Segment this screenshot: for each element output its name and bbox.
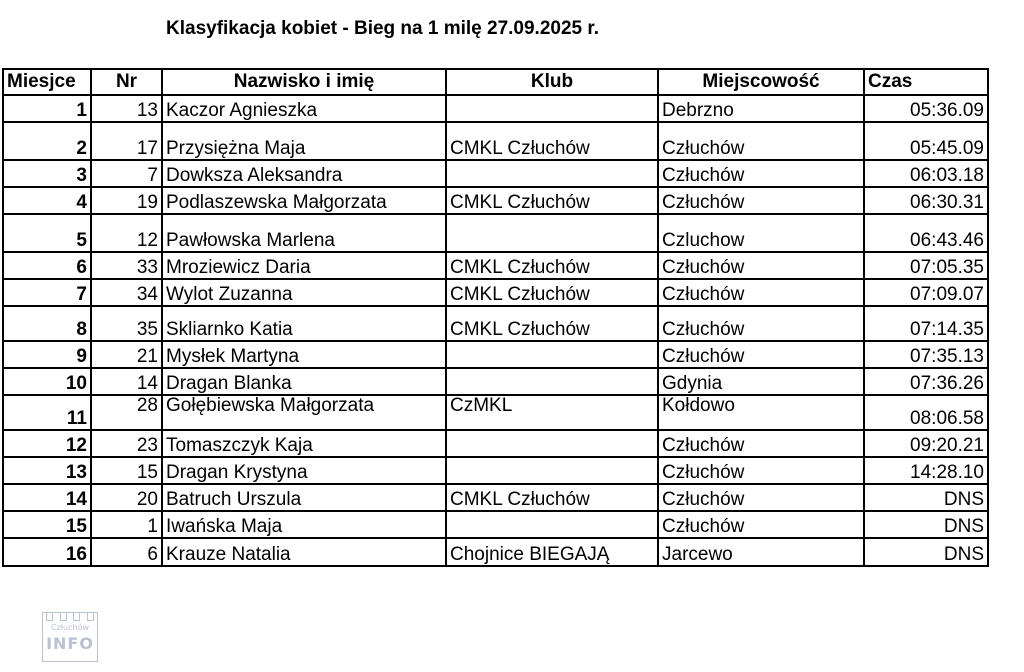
cell-city: Człuchów [658, 341, 864, 368]
cell-club: CzMKL [446, 395, 658, 430]
column-header-nr: Nr [91, 69, 162, 95]
cell-place: 13 [3, 457, 91, 484]
table-row [3, 95, 988, 122]
cell-place: 9 [3, 341, 91, 368]
cell-club: CMKL Człuchów [446, 122, 658, 160]
results-table [2, 68, 989, 567]
cell-time: 07:36.26 [864, 368, 988, 395]
cell-city: Człuchów [658, 511, 864, 538]
logo-crenellation [43, 613, 97, 622]
cell-place: 4 [3, 187, 91, 214]
table-row [3, 511, 988, 538]
cell-name: Iwańska Maja [162, 511, 446, 538]
table-row [3, 252, 988, 279]
cell-city: Człuchów [658, 187, 864, 214]
table-row [3, 368, 988, 395]
cell-time: DNS [864, 511, 988, 538]
cell-nr: 7 [91, 160, 162, 187]
cell-city: Człuchów [658, 279, 864, 306]
cell-place: 15 [3, 511, 91, 538]
cell-place: 11 [3, 395, 91, 430]
cell-city: Człuchów [658, 430, 864, 457]
table-row [3, 484, 988, 511]
table-header-row [3, 69, 988, 95]
cell-place: 8 [3, 306, 91, 341]
cell-place: 3 [3, 160, 91, 187]
column-header-time: Czas [864, 69, 988, 95]
cell-club [446, 368, 658, 395]
cell-name: Podlaszewska Małgorzata [162, 187, 446, 214]
cell-city: Człuchów [658, 160, 864, 187]
cell-city: Człuchów [658, 457, 864, 484]
cell-club [446, 430, 658, 457]
cell-time: 14:28.10 [864, 457, 988, 484]
cell-nr: 15 [91, 457, 162, 484]
cell-time: 07:05.35 [864, 252, 988, 279]
cell-time: 06:43.46 [864, 214, 988, 252]
cell-club [446, 457, 658, 484]
table-row [3, 430, 988, 457]
cell-nr: 14 [91, 368, 162, 395]
cell-place: 14 [3, 484, 91, 511]
cell-time: DNS [864, 484, 988, 511]
table-row [3, 457, 988, 484]
cell-name: Dragan Krystyna [162, 457, 446, 484]
cell-time: 06:30.31 [864, 187, 988, 214]
cell-club: CMKL Człuchów [446, 279, 658, 306]
cell-nr: 12 [91, 214, 162, 252]
cell-name: Batruch Urszula [162, 484, 446, 511]
cell-nr: 17 [91, 122, 162, 160]
cell-name: Pawłowska Marlena [162, 214, 446, 252]
cell-name: Dowksza Aleksandra [162, 160, 446, 187]
cell-name: Gołębiewska Małgorzata [162, 395, 446, 430]
cell-nr: 19 [91, 187, 162, 214]
cell-name: Tomaszczyk Kaja [162, 430, 446, 457]
cell-city: Człuchów [658, 252, 864, 279]
cell-place: 6 [3, 252, 91, 279]
logo-top-text: Człuchów [50, 623, 90, 632]
cell-name: Krauze Natalia [162, 538, 446, 566]
cell-place: 10 [3, 368, 91, 395]
cell-place: 12 [3, 430, 91, 457]
cell-nr: 21 [91, 341, 162, 368]
cell-club [446, 214, 658, 252]
cell-name: Mroziewicz Daria [162, 252, 446, 279]
cell-club: CMKL Człuchów [446, 187, 658, 214]
cell-nr: 33 [91, 252, 162, 279]
table-row [3, 214, 988, 252]
cell-club [446, 160, 658, 187]
cell-city: Debrzno [658, 95, 864, 122]
cell-time: 09:20.21 [864, 430, 988, 457]
cell-nr: 34 [91, 279, 162, 306]
cell-time: 07:35.13 [864, 341, 988, 368]
cell-city: Człuchów [658, 484, 864, 511]
cell-name: Mysłek Martyna [162, 341, 446, 368]
cell-city: Kołdowo [658, 395, 864, 430]
cell-nr: 1 [91, 511, 162, 538]
czluchow-info-logo [42, 612, 98, 662]
cell-nr: 13 [91, 95, 162, 122]
cell-place: 5 [3, 214, 91, 252]
cell-place: 16 [3, 538, 91, 566]
cell-nr: 35 [91, 306, 162, 341]
cell-club: Chojnice BIEGAJĄ [446, 538, 658, 566]
column-header-name: Nazwisko i imię [162, 69, 446, 95]
cell-name: Dragan Blanka [162, 368, 446, 395]
cell-place: 7 [3, 279, 91, 306]
cell-club: CMKL Człuchów [446, 306, 658, 341]
cell-name: Przysiężna Maja [162, 122, 446, 160]
column-header-city: Miejscowość [658, 69, 864, 95]
cell-name: Skliarnko Katia [162, 306, 446, 341]
cell-city: Człuchów [658, 306, 864, 341]
cell-city: Czluchow [658, 214, 864, 252]
cell-club: CMKL Człuchów [446, 484, 658, 511]
cell-time: 05:45.09 [864, 122, 988, 160]
cell-name: Kaczor Agnieszka [162, 95, 446, 122]
table-row [3, 187, 988, 214]
cell-club [446, 95, 658, 122]
table-row [3, 160, 988, 187]
cell-club [446, 511, 658, 538]
cell-city: Gdynia [658, 368, 864, 395]
cell-time: 07:14.35 [864, 306, 988, 341]
cell-nr: 28 [91, 395, 162, 430]
cell-name: Wylot Zuzanna [162, 279, 446, 306]
cell-place: 2 [3, 122, 91, 160]
cell-city: Człuchów [658, 122, 864, 160]
cell-nr: 23 [91, 430, 162, 457]
cell-place: 1 [3, 95, 91, 122]
cell-club [446, 341, 658, 368]
table-row [3, 395, 988, 430]
table-row [3, 122, 988, 160]
table-row [3, 279, 988, 306]
cell-time: 07:09.07 [864, 279, 988, 306]
cell-time: 06:03.18 [864, 160, 988, 187]
table-row [3, 306, 988, 341]
cell-nr: 20 [91, 484, 162, 511]
cell-club: CMKL Człuchów [446, 252, 658, 279]
cell-time: DNS [864, 538, 988, 566]
column-header-place: Miesjce [3, 69, 91, 95]
cell-time: 05:36.09 [864, 95, 988, 122]
cell-city: Jarcewo [658, 538, 864, 566]
column-header-club: Klub [446, 69, 658, 95]
logo-bottom-text: INFO [46, 634, 94, 653]
cell-nr: 6 [91, 538, 162, 566]
table-row [3, 538, 988, 566]
document-title: Klasyfikacja kobiet - Bieg na 1 milę 27.09.2025 r. [166, 18, 600, 39]
cell-time: 08:06.58 [864, 395, 988, 430]
table-row [3, 341, 988, 368]
